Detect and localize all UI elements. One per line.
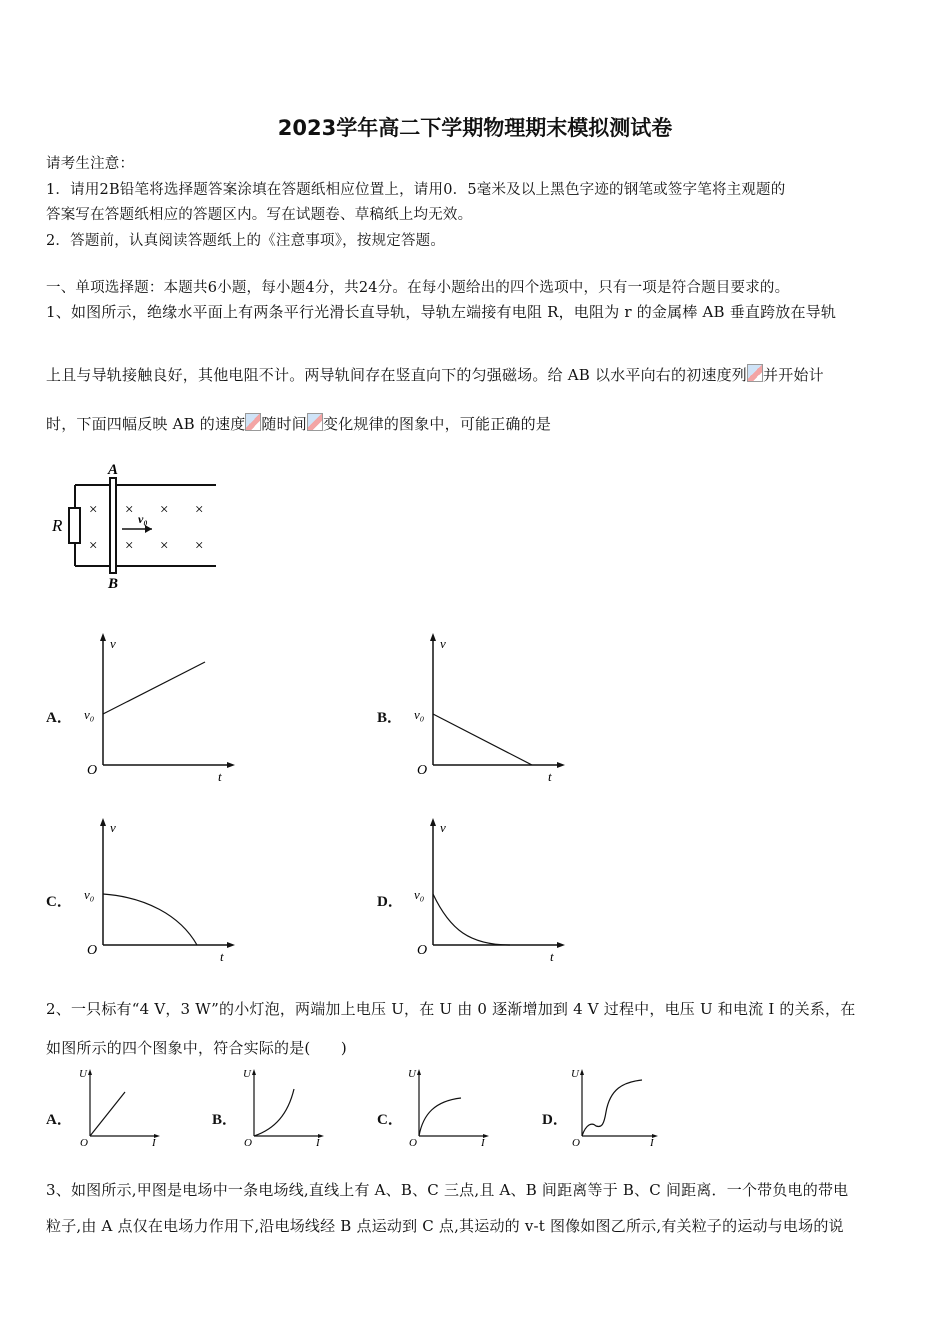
svg-text:U: U	[243, 1068, 251, 1080]
svg-text:v: v	[440, 820, 446, 835]
svg-text:O: O	[409, 1137, 417, 1149]
svg-text:v₀: v₀	[414, 707, 425, 722]
svg-text:I: I	[650, 1137, 654, 1149]
svg-text:I: I	[481, 1137, 485, 1149]
q1-option-c-label: C．	[46, 894, 72, 910]
svg-text:×: ×	[195, 502, 204, 518]
q1-line-3-tail: 变化规律的图象中，可能正确的是	[323, 415, 552, 433]
svg-text:O: O	[87, 943, 98, 958]
q3-line-2: 粒子,由 A 点仅在电场力作用下,沿电场线经 B 点运动到 C 点,其运动的 v-t 图像如图乙所示,有关粒子的运动与电场的说	[46, 1217, 844, 1235]
q1-option-d-label: D．	[377, 894, 403, 910]
q2-option-d-label: D．	[542, 1112, 568, 1128]
svg-text:v: v	[110, 820, 116, 835]
svg-text:O: O	[417, 943, 428, 958]
page-title: 2023学年高二下学期物理期末模拟测试卷	[277, 116, 673, 140]
svg-text:v₀: v₀	[84, 707, 95, 722]
svg-text:v: v	[440, 636, 446, 651]
svg-text:×: ×	[125, 502, 134, 518]
svg-text:O: O	[87, 763, 98, 778]
svg-text:×: ×	[160, 538, 169, 554]
notice-line-2: 答案写在答题纸相应的答题区内。写在试题卷、草稿纸上均无效。	[46, 207, 473, 223]
q1-line-3	[46, 413, 551, 434]
q2-option-c-label: C．	[377, 1112, 403, 1128]
broken-image-icon	[245, 413, 261, 431]
q2-option-a-label: A．	[46, 1112, 72, 1128]
q1-option-b-label: B．	[377, 710, 403, 726]
q2-graph-d	[568, 1064, 668, 1149]
q3-line-1: 3、如图所示,甲图是电场中一条电场线,直线上有 A、B、C 三点,且 A、B 间距离等于 B、C 间距离．一个带负电的带电	[46, 1181, 849, 1199]
svg-text:v: v	[110, 636, 116, 651]
svg-text:×: ×	[125, 538, 134, 554]
q1-line-2	[46, 364, 824, 385]
svg-text:t: t	[550, 949, 554, 964]
broken-image-icon	[307, 413, 323, 431]
svg-text:O: O	[572, 1137, 580, 1149]
q1-line-1: 1、如图所示，绝缘水平面上有两条平行光滑长直导轨，导轨左端接有电阻 R，电阻为 r 的金属棒 AB 垂直跨放在导轨	[46, 303, 837, 321]
q1-graph-c	[80, 815, 240, 970]
svg-text:U: U	[571, 1068, 579, 1080]
svg-text:U: U	[79, 1068, 87, 1080]
metal-rod	[110, 478, 116, 573]
q2-graph-a	[76, 1064, 168, 1149]
q1-line-2-text: 上且与导轨接触良好，其他电阻不计。两导轨间存在竖直向下的匀强磁场。给 AB 以水平向右的初速度列	[46, 366, 747, 384]
notice-line-1: 1．请用2B铅笔将选择题答案涂填在答题纸相应位置上，请用0．5毫米及以上黑色字迹的钢笔或签字笔将主观题的	[46, 182, 786, 198]
q1-line-2-tail: 并开始计	[763, 366, 824, 384]
notice-heading: 请考生注意：	[46, 156, 135, 172]
label-r: R	[52, 516, 63, 535]
resistor	[69, 508, 80, 543]
svg-text:v₀: v₀	[414, 887, 425, 902]
notice-line-3: 2．答题前，认真阅读答题纸上的《注意事项》，按规定答题。	[46, 233, 446, 249]
svg-text:t: t	[220, 949, 224, 964]
series-line	[433, 714, 532, 765]
q1-option-a-label: A．	[46, 710, 72, 726]
svg-text:U: U	[408, 1068, 416, 1080]
svg-text:×: ×	[195, 538, 204, 554]
q1-line-3-text: 时，下面四幅反映 AB 的速度	[46, 415, 246, 433]
svg-text:×: ×	[160, 502, 169, 518]
label-a: A	[108, 462, 119, 478]
svg-text:×: ×	[89, 538, 98, 554]
q2-option-b-label: B．	[212, 1112, 238, 1128]
svg-text:t: t	[218, 769, 222, 784]
q1-line-3-mid: 随时间	[261, 415, 308, 433]
q2-line-2: 如图所示的四个图象中，符合实际的是( )	[46, 1039, 347, 1057]
q1-graph-a	[80, 630, 240, 785]
svg-text:×: ×	[89, 502, 98, 518]
label-v0: v₀	[138, 512, 148, 526]
svg-text:t: t	[548, 769, 552, 784]
series-curve	[433, 894, 510, 945]
q1-graph-d	[410, 815, 570, 970]
series-curve	[103, 894, 197, 945]
section-heading: 一、单项选择题：本题共6小题，每小题4分，共24分。在每小题给出的四个选项中，只有一项是符合题目要求的。	[46, 280, 790, 296]
q2-line-1: 2、一只标有“4 V，3 W”的小灯泡，两端加上电压 U，在 U 由 0 逐渐增加到 4 V 过程中，电压 U 和电流 I 的关系，在	[46, 1000, 856, 1018]
svg-text:O: O	[244, 1137, 252, 1149]
svg-text:O: O	[80, 1137, 88, 1149]
q2-graph-b	[240, 1064, 332, 1149]
q2-graph-c	[405, 1064, 497, 1149]
label-b: B	[108, 576, 119, 592]
series-line	[103, 662, 205, 714]
broken-image-icon	[747, 364, 763, 382]
svg-text:I: I	[316, 1137, 320, 1149]
rail-circuit-figure	[48, 458, 223, 593]
svg-text:v₀: v₀	[84, 887, 95, 902]
svg-text:I: I	[152, 1137, 156, 1149]
q1-graph-b	[410, 630, 570, 785]
svg-text:O: O	[417, 763, 428, 778]
